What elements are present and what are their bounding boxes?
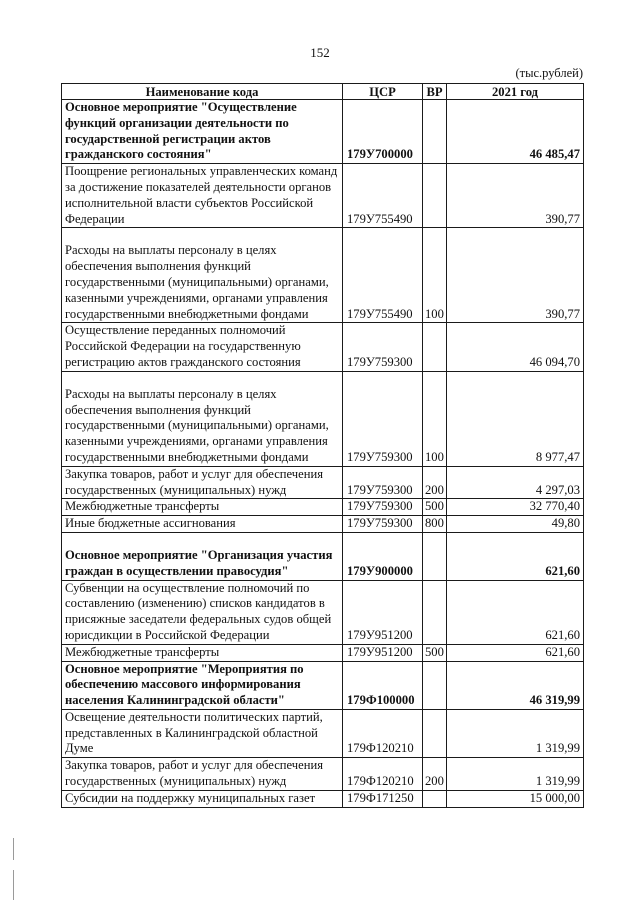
row-vr [423,100,447,164]
row-name: Закупка товаров, работ и услуг для обеспечения государственных (муниципальных) нужд [62,758,343,791]
row-amount: 621,60 [447,532,584,580]
row-csr: 179У755490 [343,164,423,228]
table-row [62,709,584,757]
row-amount: 46 485,47 [447,100,584,164]
row-amount: 32 770,40 [447,499,584,516]
row-csr: 179У755490 [343,228,423,323]
row-name: Основное мероприятие "Организация участия граждан в осуществлении правосудия" [62,532,343,580]
table-row [62,323,584,371]
row-csr: 179У759300 [343,499,423,516]
table-row [62,758,584,791]
table-header-row [62,84,584,100]
row-amount: 46 094,70 [447,323,584,371]
row-name: Субсидии на поддержку муниципальных газет [62,790,343,807]
table-row [62,790,584,807]
row-vr [423,580,447,644]
row-name: Субвенции на осуществление полномочий по составлению (изменению) списков кандидатов в присяжные заседатели федеральных судов общей юрисдикции в Российской Федерации [62,580,343,644]
header-name: Наименование кода [62,84,343,100]
row-amount: 621,60 [447,644,584,661]
table-row [62,661,584,709]
units-label: (тыс.рублей) [515,66,583,80]
row-csr: 179У900000 [343,532,423,580]
row-vr: 100 [423,371,447,466]
table-row [62,532,584,580]
row-csr: 179У759300 [343,466,423,499]
table-row [62,466,584,499]
row-vr: 200 [423,758,447,791]
row-amount: 49,80 [447,516,584,533]
table-row [62,164,584,228]
row-amount: 1 319,99 [447,709,584,757]
row-vr [423,164,447,228]
row-vr [423,532,447,580]
row-name: Основное мероприятие "Мероприятия по обеспечению массового информирования населения Калининградской области" [62,661,343,709]
table-row [62,516,584,533]
table-row [62,100,584,164]
budget-table [61,83,584,808]
row-csr: 179У951200 [343,580,423,644]
row-amount: 390,77 [447,164,584,228]
row-csr: 179У951200 [343,644,423,661]
scan-margin-mark [13,870,14,900]
row-vr [423,661,447,709]
row-csr: 179Ф100000 [343,661,423,709]
row-amount: 1 319,99 [447,758,584,791]
row-name: Осуществление переданных полномочий Российской Федерации на государственную регистрацию актов гражданского состояния [62,323,343,371]
row-name: Межбюджетные трансферты [62,644,343,661]
row-csr: 179У759300 [343,323,423,371]
row-amount: 4 297,03 [447,466,584,499]
row-name: Межбюджетные трансферты [62,499,343,516]
row-amount: 15 000,00 [447,790,584,807]
row-name: Расходы на выплаты персоналу в целях обеспечения выполнения функций государственными (муниципальными) органами, казенными учреждениями, органами управления государственными внебюджетными фондами [62,228,343,323]
table-row [62,644,584,661]
row-name: Освещение деятельности политических партий, представленных в Калининградской областной Думе [62,709,343,757]
row-name: Расходы на выплаты персоналу в целях обеспечения выполнения функций государственными (муниципальными) органами, казенными учреждениями, органами управления государственными внебюджетными фондами [62,371,343,466]
scan-margin-mark [13,838,14,860]
table-row [62,228,584,323]
row-name: Основное мероприятие "Осуществление функций организации деятельности по государственной регистрации актов гражданского состояния" [62,100,343,164]
row-amount: 621,60 [447,580,584,644]
row-name: Иные бюджетные ассигнования [62,516,343,533]
row-vr: 800 [423,516,447,533]
page-number: 152 [310,45,330,60]
header-csr: ЦСР [343,84,423,100]
header-year: 2021 год [447,84,584,100]
row-csr: 179Ф171250 [343,790,423,807]
row-vr [423,323,447,371]
row-csr: 179У759300 [343,516,423,533]
row-vr: 500 [423,499,447,516]
row-vr: 500 [423,644,447,661]
row-vr [423,709,447,757]
row-name: Закупка товаров, работ и услуг для обеспечения государственных (муниципальных) нужд [62,466,343,499]
row-name: Поощрение региональных управленческих команд за достижение показателей деятельности органов исполнительной власти субъектов Российской Федерации [62,164,343,228]
table-row [62,580,584,644]
header-vr: ВР [423,84,447,100]
row-csr: 179Ф120210 [343,758,423,791]
row-vr: 100 [423,228,447,323]
row-csr: 179Ф120210 [343,709,423,757]
row-vr [423,790,447,807]
table-row [62,371,584,466]
row-amount: 46 319,99 [447,661,584,709]
table-row [62,499,584,516]
row-csr: 179У700000 [343,100,423,164]
row-vr: 200 [423,466,447,499]
row-amount: 390,77 [447,228,584,323]
row-amount: 8 977,47 [447,371,584,466]
row-csr: 179У759300 [343,371,423,466]
